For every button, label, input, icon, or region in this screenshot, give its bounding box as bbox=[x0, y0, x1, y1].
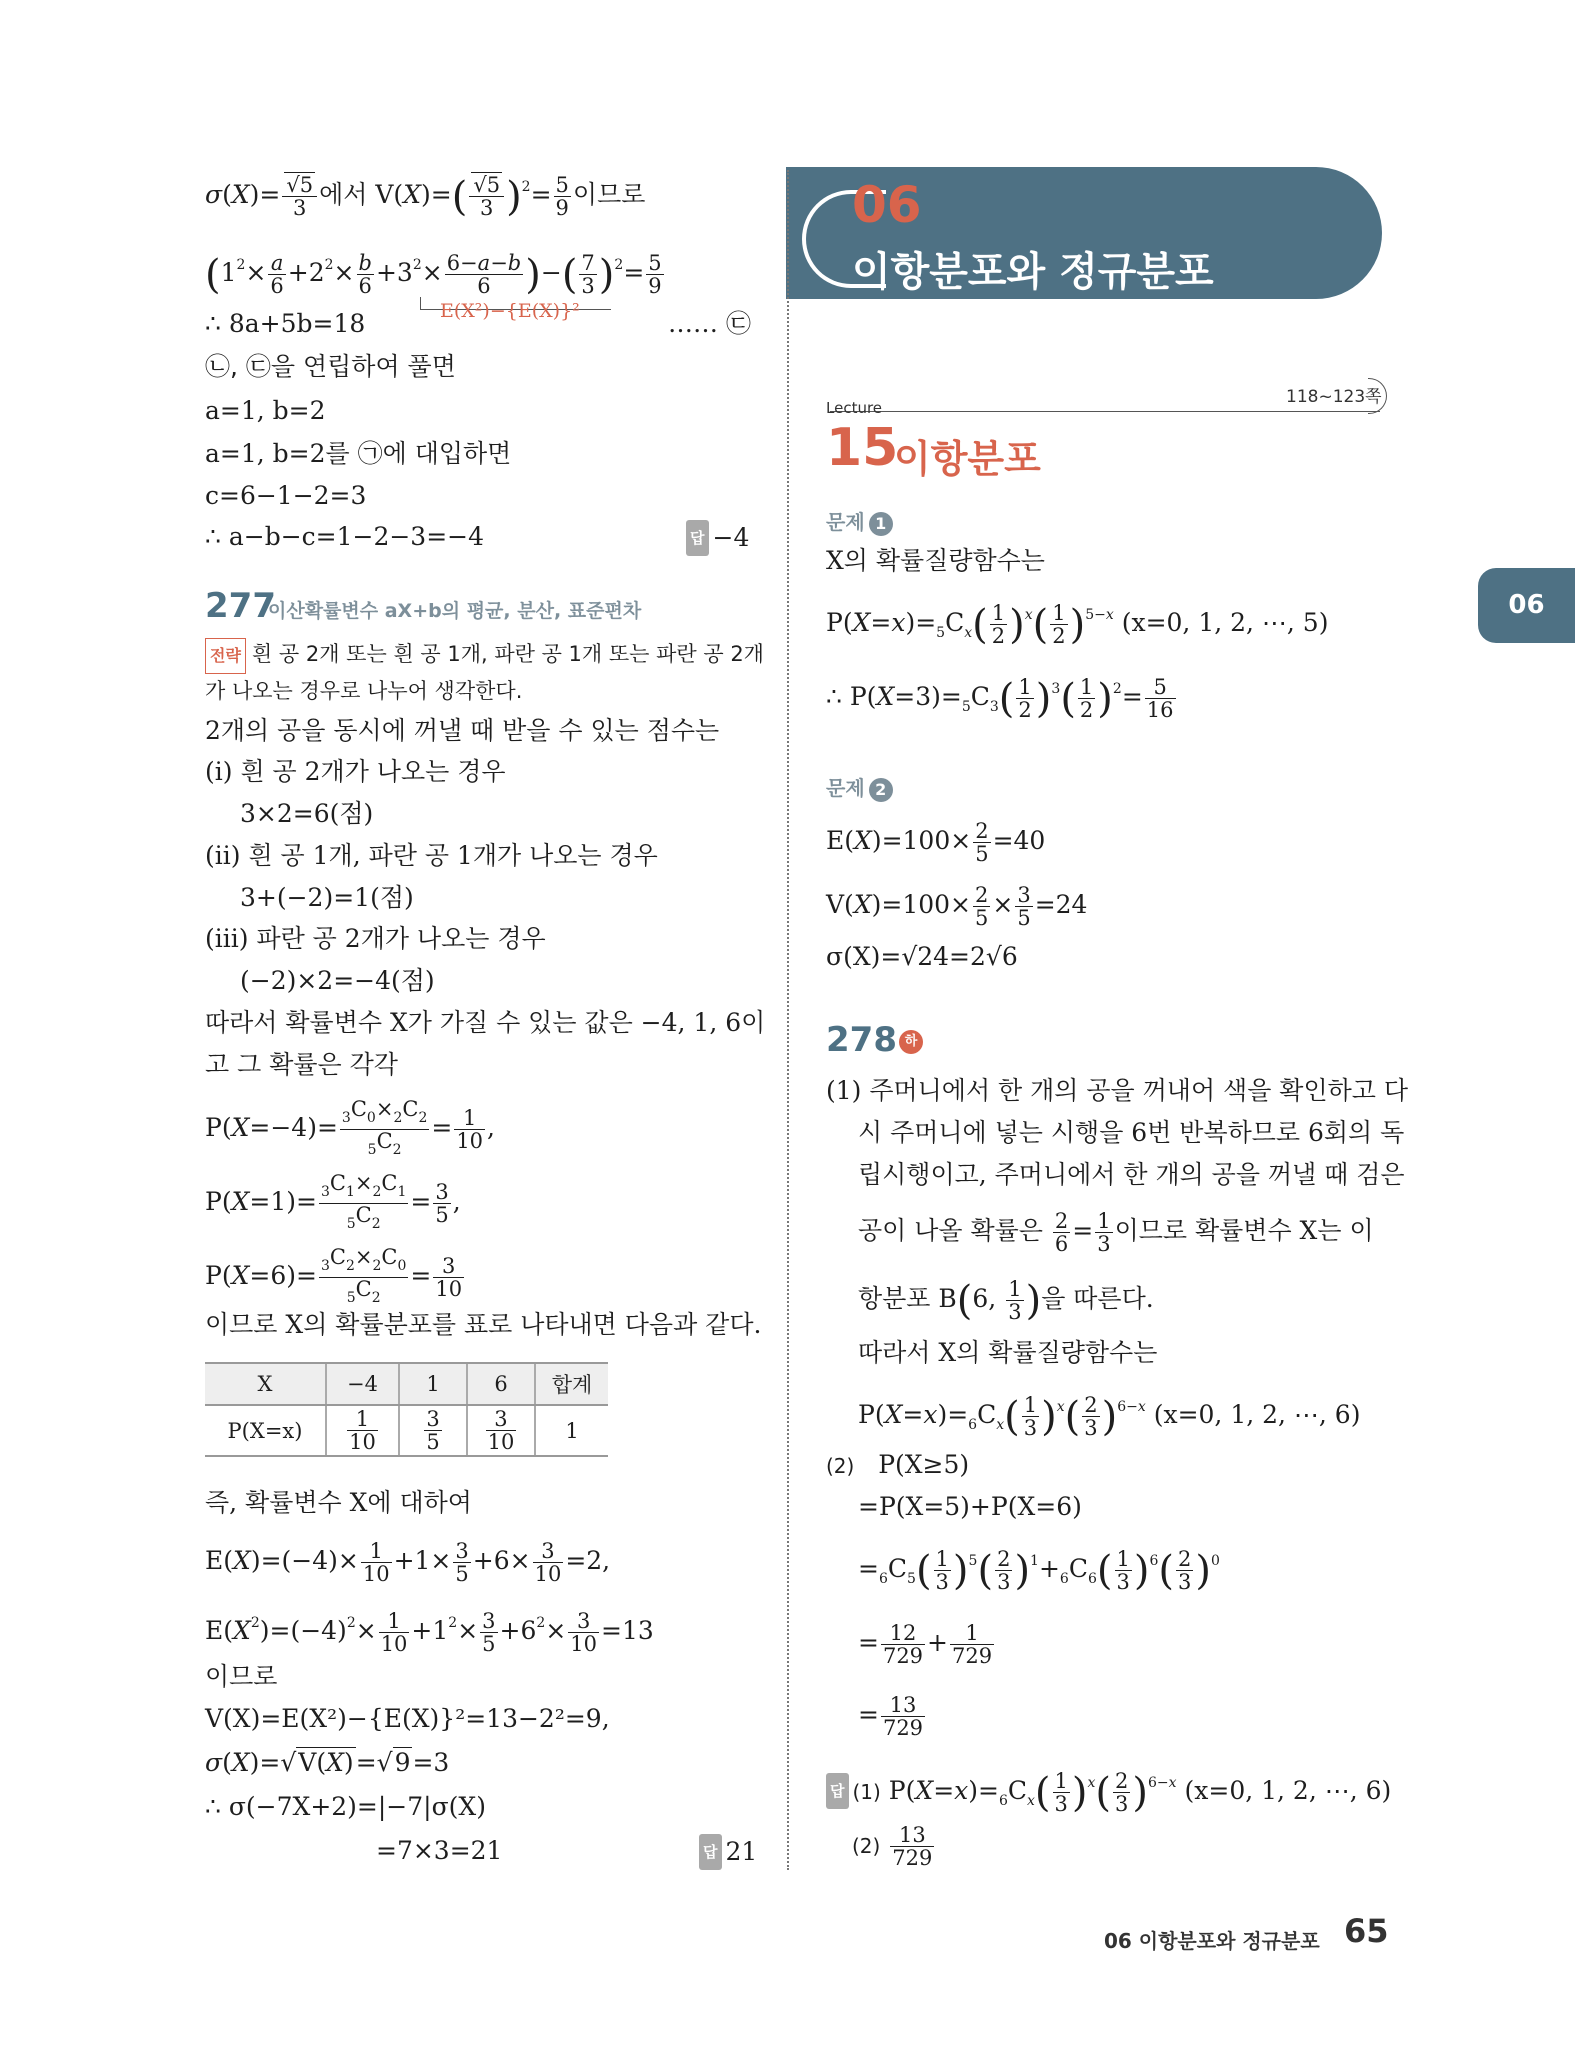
solution-line-10: 이므로 X의 확률분포를 표로 나타내면 다음과 같다. bbox=[205, 1310, 762, 1339]
solution-line-6: (iii) 파란 공 2개가 나오는 경우 bbox=[205, 924, 546, 953]
problem-277-number: 277 bbox=[205, 586, 276, 626]
solution-line-2: (i) 흰 공 2개가 나오는 경우 bbox=[205, 757, 506, 786]
table-header-cell: 6 bbox=[467, 1363, 535, 1405]
pmf-5: $P(X=x)=_5C_x$( $\frac{1}{2}$ )$^x$( $\frac{1}{2}$ )$^{5-x}$ (x=0, 1, 2, ⋯, 5) bbox=[826, 601, 1329, 648]
page-range: 118~123쪽 bbox=[1286, 387, 1382, 407]
footer-title: 06 이항분포와 정규분포 bbox=[1104, 1929, 1320, 1953]
lecture-label: Lecture bbox=[826, 399, 883, 417]
table-row-label: P(X=x) bbox=[205, 1405, 326, 1456]
question-1-label: 문제 1 bbox=[826, 506, 893, 536]
note-text: E(X²)−{E(X)}² bbox=[440, 300, 580, 322]
prob-6: P(X=6)= $\frac{_3C_2\times_2C_0}{_5C_2}$ = $\frac{3}{10}$ bbox=[205, 1245, 463, 1306]
binomial-variance: V(X)=100× $\frac{2}{5}$ × $\frac{3}{5}$ =24 bbox=[826, 883, 1088, 930]
p278-line-1: (1) 주머니에서 한 개의 공을 꺼내어 색을 확인하고 다 bbox=[826, 1076, 1408, 1105]
prob-1: P(X=1)= $\frac{_3C_1\times_2C_1}{_5C_2}$ = $\frac{3}{5}$ , bbox=[205, 1171, 461, 1232]
problem-278-number: 278 하 bbox=[826, 1020, 923, 1060]
page-range-bracket bbox=[1368, 378, 1387, 414]
left-line-6: a=1, b=2를 ㉠에 대입하면 bbox=[205, 439, 512, 468]
table-header-cell: X bbox=[205, 1363, 326, 1405]
expectation-line: E(X)=(−4)× $\frac{1}{10}$ +1× $\frac{3}{5}$ +6× $\frac{3}{10}$ =2, bbox=[205, 1539, 611, 1586]
solution-line-7: (−2)×2=−4(점) bbox=[240, 966, 435, 995]
p278-line-3: 립시행이고, 주머니에서 한 개의 공을 꺼낼 때 검은 bbox=[858, 1160, 1405, 1189]
strategy-line-1: 전략 흰 공 2개 또는 흰 공 1개, 파란 공 1개 또는 파란 공 2개 bbox=[205, 637, 764, 674]
p278-line-10: $=_6C_5$( $\frac{1}{3}$ )$^5$( $\frac{2}{3}$ )$^1+_6C_6$( $\frac{1}{3}$ )$^6$( $\frac{2}{3}$ )$^0$ bbox=[858, 1547, 1220, 1594]
p278-line-4: 공이 나올 확률은 $\frac{2}{6}$ = $\frac{1}{3}$ 이므로 확률변수 X는 이 bbox=[858, 1209, 1374, 1256]
binomial-mean: E(X)=100× $\frac{2}{5}$ =40 bbox=[826, 819, 1046, 866]
table-cell: 1 bbox=[535, 1405, 608, 1456]
left-line-2: ($1^2\times$ $\frac{a}{6}$ $+2^2\times$ $\frac{b}{6}$ $+3^2\times$ $\frac{6-a-b}{6}$ )−( $\frac{7}{3}$ )$^2$= $\frac{5}{9}$ bbox=[205, 251, 662, 298]
solution-line-8: 따라서 확률변수 X가 가질 수 있는 값은 −4, 1, 6이 bbox=[205, 1008, 766, 1037]
left-line-7: c=6−1−2=3 bbox=[205, 481, 367, 510]
variance-line: V(X)=E(X²)−{E(X)}²=13−2²=9, bbox=[205, 1704, 610, 1733]
lecture-number: 15 bbox=[826, 418, 899, 478]
solution-line-12: 이므로 bbox=[205, 1662, 278, 1691]
p278-line-2: 시 주머니에 넣는 시행을 6번 반복하므로 6회의 독 bbox=[858, 1118, 1405, 1147]
eq-marker: …… ㉢ bbox=[668, 309, 751, 338]
lecture-title: 이항분포 bbox=[894, 437, 1041, 481]
left-line-8: ∴ a−b−c=1−2−3=−4 bbox=[205, 522, 485, 551]
left-line-4: ㉡, ㉢을 연립하여 풀면 bbox=[205, 352, 456, 381]
problem-277-topic: 이산확률변수 aX+b의 평균, 분산, 표준편차 bbox=[268, 600, 642, 622]
pmf-5-at-3: ∴ $P(X=3)=_5C_3$( $\frac{1}{2}$ )$^3$( $\frac{1}{2}$ )$^2$= $\frac{5}{16}$ bbox=[826, 675, 1174, 722]
table-cell: $\frac{1}{10}$ bbox=[326, 1405, 399, 1456]
chapter-title: 이항분포와 정규분포 bbox=[852, 249, 1214, 295]
left-line-5: a=1, b=2 bbox=[205, 396, 326, 425]
prob-minus4: P(X=−4)= $\frac{_3C_0\times_2C_2}{_5C_2}$ = $\frac{1}{10}$ , bbox=[205, 1097, 495, 1158]
solution-line-15: ∴ σ(−7X+2)=|−7|σ(X) bbox=[205, 1792, 486, 1821]
table-cell: $\frac{3}{5}$ bbox=[399, 1405, 467, 1456]
answer-278-1: 답 (1) $P(X=x)=_6C_x$( $\frac{1}{3}$ )$^x$( $\frac{2}{3}$ )$^{6-x}$ (x=0, 1, 2, ⋯, 6) bbox=[826, 1766, 1391, 1818]
solution-line-1: 2개의 공을 동시에 꺼낼 때 받을 수 있는 점수는 bbox=[205, 716, 720, 745]
chapter-number: 06 bbox=[852, 176, 922, 234]
column-divider bbox=[787, 170, 789, 1870]
second-moment-line: $E(X^2)=(-4)^2\times$ $\frac{1}{10}$ $+1^2\times$ $\frac{3}{5}$ $+6^2\times$ $\frac{3}{10}$ =13 bbox=[205, 1609, 654, 1656]
stdev-line: σ(X)=√V(X)=√9=3 bbox=[205, 1748, 450, 1777]
distribution-table bbox=[205, 1362, 608, 1457]
left-line-3: ∴ 8a+5b=18 bbox=[205, 309, 366, 338]
right-line-1: X의 확률질량함수는 bbox=[826, 546, 1045, 575]
p278-line-11: = $\frac{12}{729}$ + $\frac{1}{729}$ bbox=[858, 1621, 993, 1668]
p278-line-9: =P(X=5)+P(X=6) bbox=[858, 1492, 1082, 1521]
answer-1: 답 −4 bbox=[686, 520, 749, 556]
p278-part-2: (2) P(X≥5) bbox=[826, 1450, 970, 1479]
solution-line-16: =7×3=21 bbox=[376, 1836, 503, 1865]
lecture-rule bbox=[830, 411, 1380, 412]
answer-278-2: (2) $\frac{13}{729}$ bbox=[852, 1823, 933, 1870]
p278-line-6: 따라서 X의 확률질량함수는 bbox=[858, 1338, 1158, 1367]
solution-line-11: 즉, 확률변수 X에 대하여 bbox=[205, 1488, 472, 1517]
solution-line-5: 3+(−2)=1(점) bbox=[240, 883, 414, 912]
p278-line-5: 항분포 B(6, $\frac{1}{3}$ )을 따른다. bbox=[858, 1277, 1154, 1324]
solution-line-3: 3×2=6(점) bbox=[240, 799, 374, 828]
table-header-cell: −4 bbox=[326, 1363, 399, 1405]
p278-line-12: = $\frac{13}{729}$ bbox=[858, 1693, 924, 1740]
side-chapter-tab: 06 bbox=[1478, 568, 1575, 643]
table-header-cell: 1 bbox=[399, 1363, 467, 1405]
question-2-label: 문제 2 bbox=[826, 772, 893, 802]
page-number: 65 bbox=[1344, 1912, 1389, 1950]
table-row bbox=[205, 1405, 608, 1456]
left-line-1: σ(X)= $\frac{√5}{3}$ 에서 V(X)=( $\frac{√5}{3}$ )$^2$= $\frac{5}{9}$ 이므로 bbox=[205, 173, 646, 220]
solution-line-9: 고 그 확률은 각각 bbox=[205, 1050, 398, 1079]
answer-2: 답 21 bbox=[699, 1834, 757, 1870]
binomial-stdev: σ(X)=√24=2√6 bbox=[826, 942, 1018, 971]
pmf-6: $P(X=x)=_6C_x$( $\frac{1}{3}$ )$^x$( $\frac{2}{3}$ )$^{6-x}$ (x=0, 1, 2, ⋯, 6) bbox=[858, 1393, 1361, 1440]
table-header-row bbox=[205, 1363, 608, 1405]
solution-line-4: (ii) 흰 공 1개, 파란 공 1개가 나오는 경우 bbox=[205, 841, 658, 870]
table-header-cell: 합계 bbox=[535, 1363, 608, 1405]
table-cell: $\frac{3}{10}$ bbox=[467, 1405, 535, 1456]
strategy-line-2: 가 나오는 경우로 나누어 생각한다. bbox=[205, 679, 523, 703]
